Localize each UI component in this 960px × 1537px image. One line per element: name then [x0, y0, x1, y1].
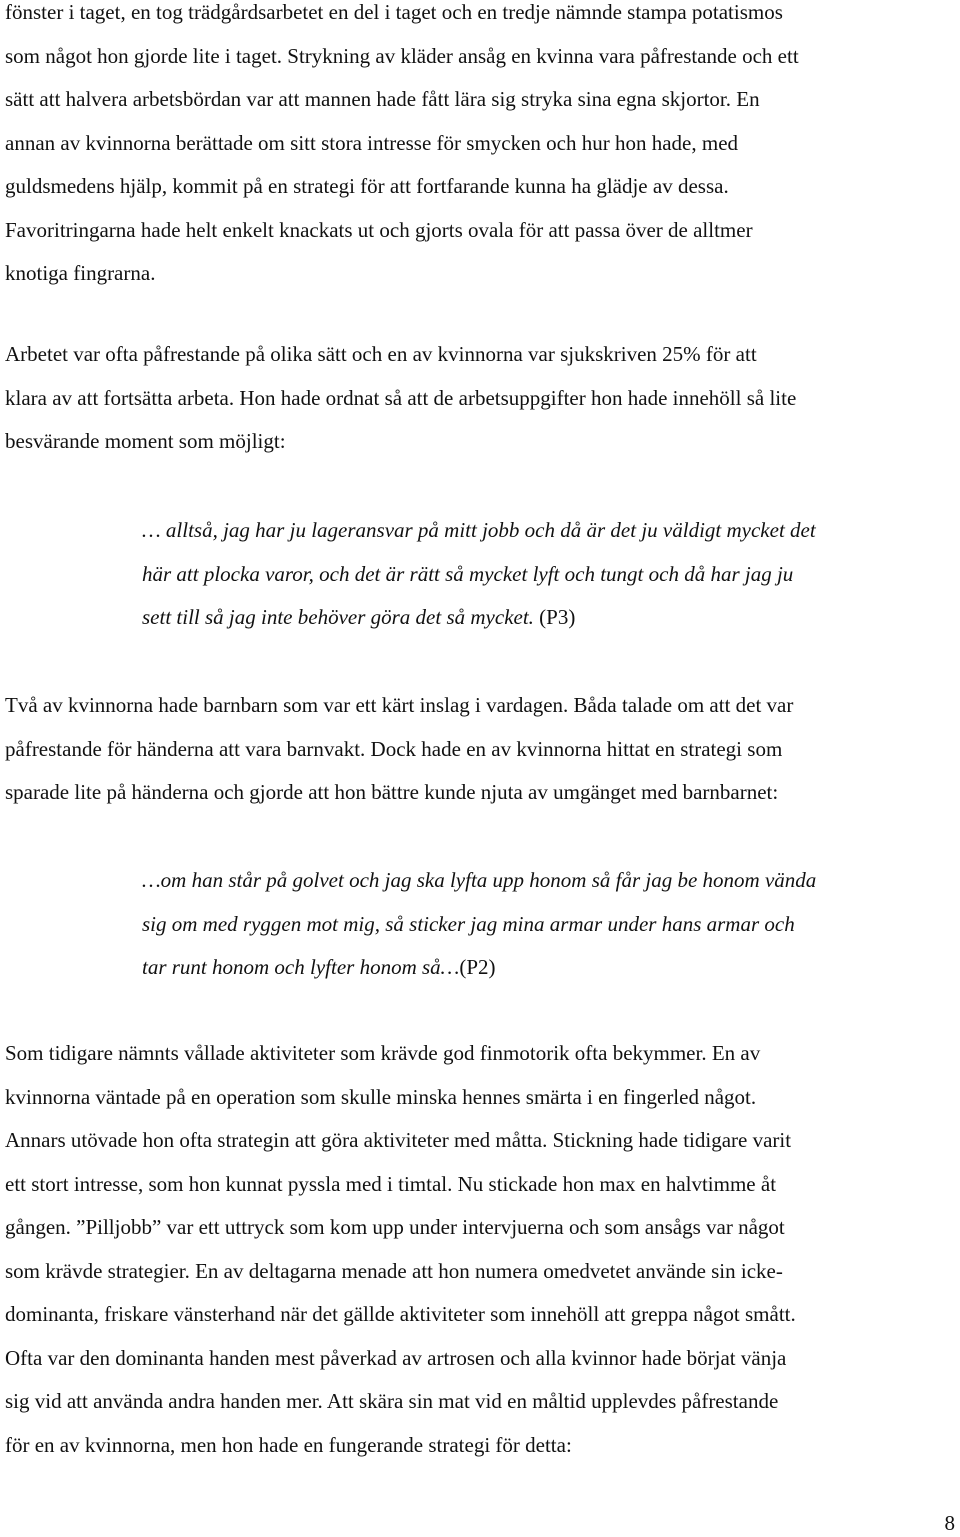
quote-text: sett till så jag inte behöver göra det så mycket.	[142, 605, 534, 629]
quote-line	[142, 903, 957, 947]
text-line: Ofta var den dominanta handen mest påverkad av artrosen och alla kvinnor hade börjat vänja	[5, 1345, 787, 1370]
quote-participant-p2	[142, 859, 957, 990]
quote-line	[142, 509, 957, 553]
quote-text: … alltså, jag har ju lageransvar på mitt jobb och då är det ju väldigt mycket det	[142, 518, 816, 542]
text-line: sig vid att använda andra handen mer. Att skära sin mat vid en måltid upplevdes påfrestande	[5, 1389, 779, 1413]
quote-line	[142, 553, 957, 597]
quote-text: här att plocka varor, och det är rätt så mycket lyft och tungt och då har jag ju	[142, 561, 794, 586]
quote-reference: (P3)	[533, 605, 576, 629]
text-line: Annars utövade hon ofta strategin att göra aktiviteter med måtta. Stickning hade tidigare varit	[5, 1128, 792, 1152]
text-line: klara av att fortsätta arbeta. Hon hade ordnat så att de arbetsuppgifter hon hade innehöll så lite	[5, 385, 797, 410]
page-number: 8	[944, 1511, 955, 1535]
paragraph-grandchildren	[5, 684, 955, 815]
quote-line	[142, 946, 957, 990]
text-line: Som tidigare nämnts vållade aktiviteter som krävde god finmotorik ofta bekymmer. En av	[5, 1041, 761, 1065]
quote-text: tar runt honom och lyfter honom så…	[142, 955, 460, 979]
paragraph-household-strategies	[5, 0, 955, 296]
quote-text: sig om med ryggen mot mig, så sticker jag mina armar under hans armar och	[142, 911, 795, 936]
quote-participant-p3	[142, 509, 957, 640]
paragraph-fine-motor	[5, 1032, 955, 1467]
text-line: som krävde strategier. En av deltagarna menade att hon numera omedvetet använde sin icke-	[5, 1258, 783, 1283]
text-line: besvärande moment som möjligt:	[5, 429, 286, 453]
quote-reference: (P2)	[459, 955, 496, 979]
quote-text: …om han står på golvet och jag ska lyfta upp honom så får jag be honom vända	[142, 868, 817, 892]
quote-line	[142, 859, 957, 903]
quote-line	[142, 596, 957, 640]
text-line: knotiga fingrarna.	[5, 261, 156, 285]
text-line: fönster i taget, en tog trädgårdsarbetet en del i taget och en tredje nämnde stampa potatismos	[5, 0, 783, 24]
paragraph-work-strain	[5, 333, 955, 464]
text-line: som något hon gjorde lite i taget. Strykning av kläder ansåg en kvinna vara påfrestande och ett	[5, 43, 799, 68]
text-line: Arbetet var ofta påfrestande på olika sätt och en av kvinnorna var sjukskriven 25% för att	[5, 342, 757, 366]
text-line: annan av kvinnorna berättade om sitt stora intresse för smycken och hur hon hade, med	[5, 130, 739, 155]
text-line: gången. ”Pilljobb” var ett uttryck som kom upp under intervjuerna och som ansågs var något	[5, 1215, 785, 1239]
text-line: Favoritringarna hade helt enkelt knackats ut och gjorts ovala för att passa över de alltmer	[5, 217, 753, 242]
text-line: dominanta, friskare vänsterhand när det gällde aktiviteter som innehöll att greppa något smått.	[5, 1302, 796, 1326]
text-line: för en av kvinnorna, men hon hade en fungerande strategi för detta:	[5, 1432, 572, 1457]
text-line: sätt att halvera arbetsbördan var att mannen hade fått lära sig stryka sina egna skjortor. En	[5, 87, 760, 111]
text-line: sparade lite på händerna och gjorde att hon bättre kunde njuta av umgänget med barnbarnet:	[5, 780, 779, 804]
text-line: kvinnorna väntade på en operation som skulle minska hennes smärta i en fingerled något.	[5, 1084, 757, 1109]
text-line: ett stort intresse, som hon kunnat pyssla med i timtal. Nu stickade hon max en halvtimme åt	[5, 1171, 777, 1196]
text-line: guldsmedens hjälp, kommit på en strategi för att fortfarande kunna ha glädje av dessa.	[5, 174, 729, 198]
text-line: påfrestande för händerna att vara barnvakt. Dock hade en av kvinnorna hittat en strategi som	[5, 736, 783, 761]
text-line: Två av kvinnorna hade barnbarn som var ett kärt inslag i vardagen. Båda talade om att det var	[5, 693, 794, 717]
